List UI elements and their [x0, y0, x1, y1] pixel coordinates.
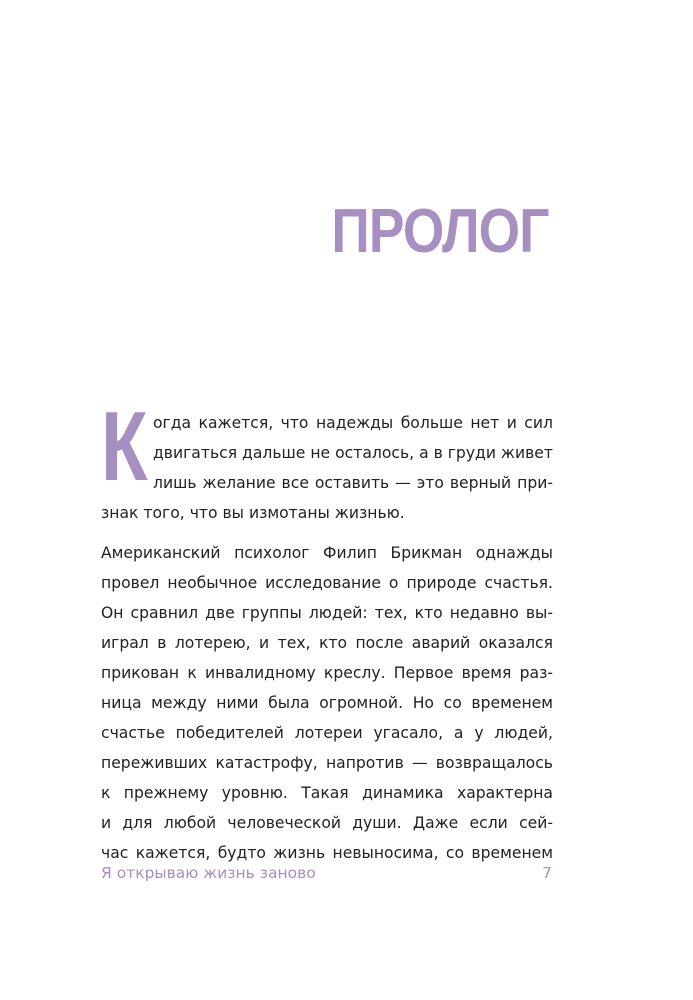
paragraph-line: счастье победителей лотереи угасало, а у людей, — [101, 724, 553, 742]
chapter-title: ПРОЛОГ — [331, 197, 549, 266]
paragraph-line: к прежнему уровню. Такая динамика характерна — [101, 784, 553, 802]
paragraph-line: двигаться дальше не осталось, а в груди живет — [153, 444, 553, 462]
paragraph-line: играл в лотерею, и тех, кто после аварий оказался — [101, 634, 553, 652]
running-footer-title: Я открываю жизнь заново — [101, 864, 316, 882]
drop-cap: К — [101, 391, 148, 501]
paragraph-line: Американский психолог Филип Брикман однажды — [101, 544, 553, 562]
intro-paragraph — [101, 408, 553, 528]
page-number: 7 — [542, 864, 552, 882]
paragraph-line: Он сравнил две группы людей: тех, кто недавно вы- — [101, 604, 553, 622]
paragraph-line: переживших катастрофу, напротив — возвращалось — [101, 754, 553, 772]
body-paragraph — [101, 538, 553, 868]
paragraph-line: и для любой человеческой души. Даже если сей- — [101, 814, 553, 832]
paragraph-line: лишь желание все оставить — это верный при- — [153, 474, 553, 492]
paragraph-line: прикован к инвалидному креслу. Первое время раз- — [101, 664, 553, 682]
paragraph-line: знак того, что вы измотаны жизнью. — [101, 504, 405, 522]
paragraph-line: час кажется, будто жизнь невыносима, со временем — [101, 844, 553, 862]
paragraph-line: провел необычное исследование о природе счастья. — [101, 574, 553, 592]
paragraph-line: ница между ними была огромной. Но со временем — [101, 694, 553, 712]
paragraph-line: огда кажется, что надежды больше нет и сил — [153, 414, 553, 432]
